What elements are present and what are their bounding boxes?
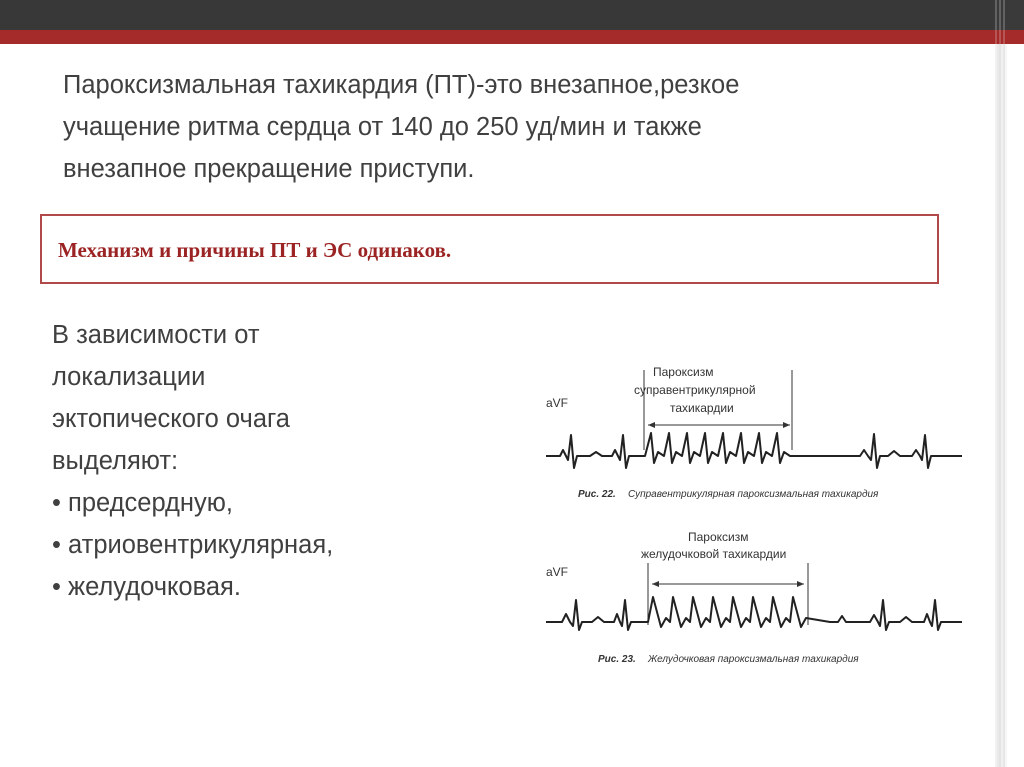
- bullet-icon: •: [52, 489, 69, 517]
- lead-line: эктопического очага: [52, 405, 290, 433]
- figure-svt: [546, 365, 962, 500]
- definition-line: Пароксизмальная тахикардия (ПТ)-это внезапное,резкое: [63, 71, 740, 99]
- slide-accent-stripe: [0, 30, 1024, 44]
- bullet-item: [52, 524, 333, 566]
- vt-caption-text: Желудочковая пароксизмальная тахикардия: [648, 654, 859, 665]
- slide-top-bar: [0, 0, 1024, 30]
- bullet-item: [52, 482, 333, 524]
- localization-list: [52, 314, 333, 608]
- svt-annotation-line: суправентрикулярной: [634, 383, 756, 397]
- definition-line: учащение ритма сердца от 140 до 250 уд/мин и также: [63, 113, 702, 141]
- svt-lead-label: aVF: [546, 396, 569, 410]
- bullet-label: желудочковая.: [68, 573, 241, 601]
- figure-vt: [546, 530, 962, 665]
- highlight-box: [40, 214, 939, 284]
- svt-caption-text: Суправентрикулярная пароксизмальная тахикардия: [628, 489, 879, 500]
- page-curl-decoration: [994, 0, 1024, 767]
- bullet-icon: •: [52, 573, 69, 601]
- svt-annotation-line: тахикардии: [670, 401, 734, 415]
- bullet-item: [52, 566, 333, 608]
- svt-caption-prefix: Рис. 22.: [578, 489, 616, 500]
- bullet-label: предсердную,: [68, 489, 233, 517]
- vt-lead-label: aVF: [546, 565, 569, 579]
- vt-caption-prefix: Рис. 23.: [598, 654, 636, 665]
- lead-line: локализации: [52, 363, 206, 391]
- ecg-figures: [530, 350, 990, 680]
- definition-line: внезапное прекращение приступи.: [63, 155, 475, 183]
- vt-annotation-line: желудочковой тахикардии: [641, 547, 787, 561]
- bullet-icon: •: [52, 531, 69, 559]
- definition-paragraph: [63, 64, 973, 190]
- bullet-label: атриовентрикулярная,: [68, 531, 334, 559]
- lead-line: выделяют:: [52, 447, 179, 475]
- vt-ecg-trace: [546, 597, 962, 630]
- svt-ecg-trace: [546, 433, 962, 468]
- svt-annotation-line: Пароксизм: [653, 365, 714, 379]
- lead-line: В зависимости от: [52, 321, 260, 349]
- vt-annotation-line: Пароксизм: [688, 530, 749, 544]
- highlight-text: Механизм и причины ПТ и ЭС одинаков.: [58, 238, 452, 262]
